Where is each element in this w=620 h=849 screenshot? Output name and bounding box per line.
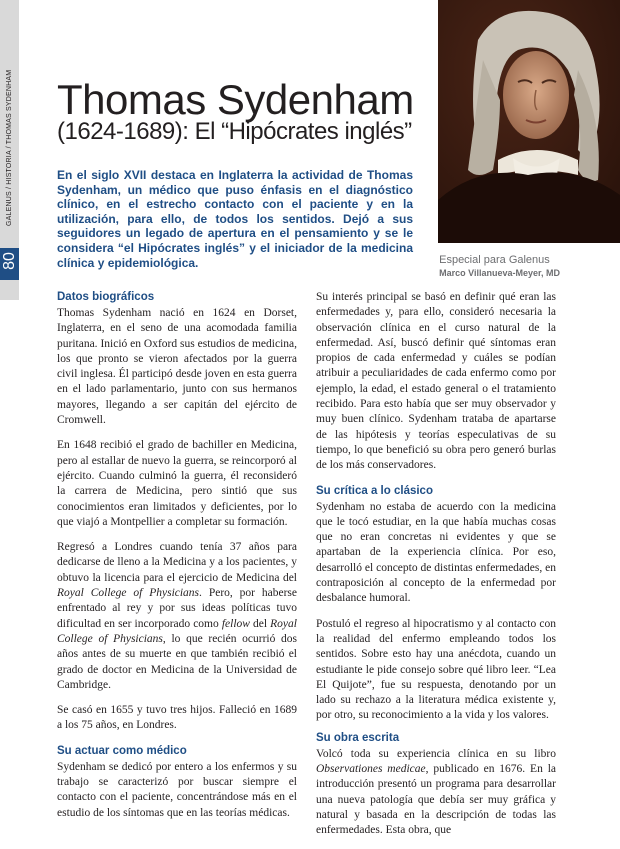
text-run: Regresó a Londres cuando tenía 37 años para dedicarse de lleno a la Medicina y a los pacientes, y obtuvo la licencia para el ejercicio de Medicina del bbox=[57, 541, 297, 584]
page-subtitle: (1624-1689): El “Hipócrates inglés” bbox=[57, 118, 412, 145]
bio-paragraph-3 bbox=[57, 540, 297, 693]
heading-su-critica: Su crítica a lo clásico bbox=[316, 484, 433, 497]
text-run: del bbox=[249, 617, 271, 630]
interes-paragraph: Su interés principal se basó en definir qué eran las enfermedades y, para ello, consideró necesaria la observación clínica en el curso natural de la enfermedad. Así, buscó definir qué síntomas eran propios de cada enfermedad y cuáles se podían atribuir a peculiaridades de cada enfermo como por ejemplo, la edad, el estado general o el tratamiento recibido. Para esto había que ser muy observador y muy buen clínico. Sydenham trataba de apartarse de las hipótesis y teorías especulativas de su tiempo, lo que benefició su obra pero generó burlas de los más conservadores. bbox=[316, 291, 556, 472]
italic-run: Royal College of Physicians bbox=[57, 617, 297, 645]
critica-paragraph-1: Sydenham no estaba de acuerdo con la medicina que le tocó estudiar, en la que había muchas cosas que no eran concretas ni evidentes y que se apartaban de la experiencia clínica. Por eso, desarrolló el concepto de distintas enfermedades, en contraposición al concepto de la enfermedad por desbalance humoral. bbox=[316, 500, 556, 605]
running-head: GALENUS / HISTORIA / THOMAS SYDENHAM bbox=[6, 69, 13, 226]
left-column bbox=[57, 290, 297, 831]
bio-paragraph-2: En 1648 recibió el grado de bachiller en Medicina, pero al estallar de nuevo la guerra, se reincorporó al ejército. Cuando culminó la guerra, él reconsideró la carrera de Medicina, pero sintió que sus conocimientos eran limitados y deficientes, por lo que viajó a Montpellier a completar su formación. bbox=[57, 439, 297, 528]
actuar-paragraph-1: Sydenham se dedicó por entero a los enfermos y su trabajo se caracterizó por buscar siempre el contacto con el paciente, concentrándose más en el estudio de los síntomas que en las teorías médicas. bbox=[57, 760, 297, 819]
page-number-box bbox=[0, 248, 19, 280]
italic-run: fellow bbox=[221, 617, 250, 630]
heading-su-obra: Su obra escrita bbox=[316, 731, 400, 744]
credit-special: Especial para Galenus bbox=[439, 254, 550, 266]
text-run: Volcó toda su experiencia clínica en su libro bbox=[316, 747, 556, 760]
portrait-image bbox=[438, 0, 620, 243]
italic-run: Royal College of Physicians bbox=[57, 587, 200, 600]
obra-paragraph-1 bbox=[316, 747, 556, 839]
page-number: 80 bbox=[1, 252, 18, 270]
text-run: . Pero, por haberse enfrentado al rey y por sus ideas políticas tuvo dificultad en ser incorporado como bbox=[57, 587, 297, 630]
right-column bbox=[316, 290, 556, 849]
page-title: Thomas Sydenham bbox=[57, 76, 414, 123]
heading-datos-biograficos: Datos biográficos bbox=[57, 291, 155, 303]
credit-author: Marco Villanueva-Meyer, MD bbox=[439, 268, 560, 278]
lead-paragraph: En el siglo XVII destaca en Inglaterra la actividad de Thomas Sydenham, un médico que puso énfasis en el diagnóstico clínico, en el estrecho contacto con el paciente y en la utilización, para ello, de todos los sentidos. Dejó a sus seguidores un legado de apertura en el pensamiento y se le considera “el Hipócrates inglés” y el iniciador de la medicina clínica y epidemiológica. bbox=[57, 168, 413, 270]
bio-paragraph-1: Thomas Sydenham nació en 1624 en Dorset, Inglaterra, en el seno de una acomodada familia puritana. Inició en Oxford sus estudios de medicina, los que pronto se vieron afectados por la guerra civil inglesa. Él participó desde joven en esta guerra en el lado parlamentario, junto con sus hermanos mayores, llegando a ser capitán del ejército de Cromwell. bbox=[57, 307, 297, 427]
text-run: , lo que recién ocurrió dos años antes de su muerte en que también recibió el grado de doctor en Medicina de la Universidad de Cambridge. bbox=[57, 632, 297, 691]
author-credit bbox=[439, 254, 560, 279]
italic-run: Observationes medicae bbox=[316, 763, 426, 776]
bio-paragraph-4: Se casó en 1655 y tuvo tres hijos. Falleció en 1689 a los 75 años, en Londres. bbox=[57, 704, 297, 732]
critica-paragraph-2: Postuló el regreso al hipocratismo y al contacto con la realidad del enfermo empleando todos los sentidos. Sobre esto hay una anécdota, cuando un estudiante le pide consejo sobre qué libro leer. “Lea El Quijote”, fue su respuesta, denotando por un lado su rechazo a la literatura médica existente y, por otro, su reconocimiento a la vida y los valores. bbox=[316, 617, 556, 722]
heading-su-actuar: Su actuar como médico bbox=[57, 744, 187, 757]
text-run: , publicado en 1676. En la introducción presentó un programa para desarrollar una nueva patología que debía ser muy gráfica y natural y basada en la descripción de todas las enfermedades. Esta obra, que bbox=[316, 763, 557, 837]
